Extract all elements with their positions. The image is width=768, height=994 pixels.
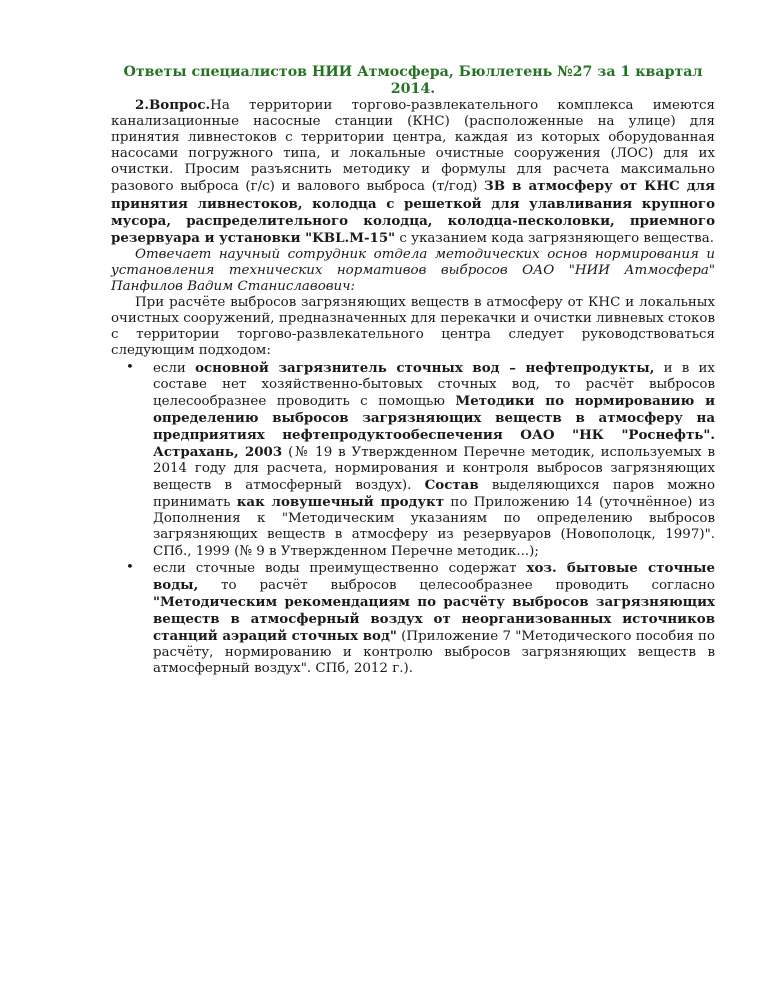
methodology-reference: Методики по нормированию и определению выбросов загрязняющих веществ в атмосферу на предприятиях нефтепродуктообеспечения ОАО "НК "Роснефть". Астрахань, 2003 (153, 392, 716, 460)
item-text: если (153, 360, 196, 376)
question-text-end: с указанием кода загрязняющего вещества. (395, 230, 714, 246)
question-paragraph (111, 97, 715, 247)
bullet-icon: • (126, 559, 134, 575)
item-text: если сточные воды преимущественно содержат (153, 560, 527, 576)
answer-intro: При расчёте выбросов загрязняющих веществ в атмосферу от КНС и локальных очистных сооружений, предназначенных для перекачки и очистки ливневых стоков с территории торгово-развлекательного центра следует руководствоваться следующим подходом: (111, 295, 715, 359)
bullet-icon: • (126, 359, 134, 375)
item-text: и в их составе нет хозяйственно-бытовых сточных вод, то расчёт выбросов целесообразнее проводить с помощью (153, 360, 715, 409)
document-title: Ответы специалистов НИИ Атмосфера, Бюллетень №27 за 1 квартал 2014. (123, 64, 703, 97)
item-bold: как ловушечный продукт (236, 494, 445, 511)
item-text: то расчёт выбросов целесообразнее проводить согласно (198, 577, 715, 593)
item-text: (Приложение 7 "Методического пособия по расчёту, нормированию и контролю выбросов загрязняющих веществ в атмосферный воздух". СПб, 2012 г.). (153, 629, 715, 677)
item-text: (№ 19 в Утвержденном Перечне методик, используемых в 2014 году для расчета, нормирования и контроля выбросов загрязняющих веществ в атмосферный воздух). (153, 444, 715, 494)
item-text: выделяющихся паров можно принимать (153, 478, 716, 511)
question-text: На территории торгово-развлекательного комплекса имеются канализационные насосные станции (КНС) (расположенные на улице) для принятия ливнестоков с территории центра, каждая из которых оборудованная насосами погружного типа, и локальные очистные сооружения (ЛОС) для их очистки. Просим разъяснить методику и формулы для расчета максимально разового выброса (г/с) и валового выброса (т/год) (111, 98, 715, 195)
question-emphasis: ЗВ в атмосферу от КНС для принятия ливнестоков, колодца с решеткой для улавливания крупного мусора, распределительного колодца, колодца-песколовки, приемного резервуара и установки "KBL.M-15" (111, 178, 715, 246)
item-bold: основной загрязнитель сточных вод – нефтепродукты, (195, 359, 655, 376)
list-item (126, 559, 715, 678)
list-item (126, 359, 716, 560)
answerer-line: Отвечает научный сотрудник отдела методических основ нормирования и установления технических нормативов выбросов ОАО "НИИ Атмосфера" Панфилов Вадим Станиславович: (111, 246, 715, 295)
question-label: 2.Вопрос. (135, 97, 211, 113)
methodology-reference: "Методическим рекомендациям по расчёту выбросов загрязняющих веществ в атмосферный воздух от неорганизованных источников станций аэраций сточных вод" (153, 593, 715, 644)
answer-list (111, 360, 715, 678)
item-text: по Приложению 14 (уточнённое) из Дополнения к "Методическим указаниям по определению выбросов загрязняющих веществ в атмосферу из резервуаров (Новополоцк, 1997)". СПб., 1999 (№ 9 в Утвержденном Перечне методик...); (153, 495, 715, 559)
document-page (111, 64, 715, 677)
item-bold: хоз. бытовые сточные воды, (153, 559, 715, 593)
item-bold: Состав (424, 477, 479, 494)
